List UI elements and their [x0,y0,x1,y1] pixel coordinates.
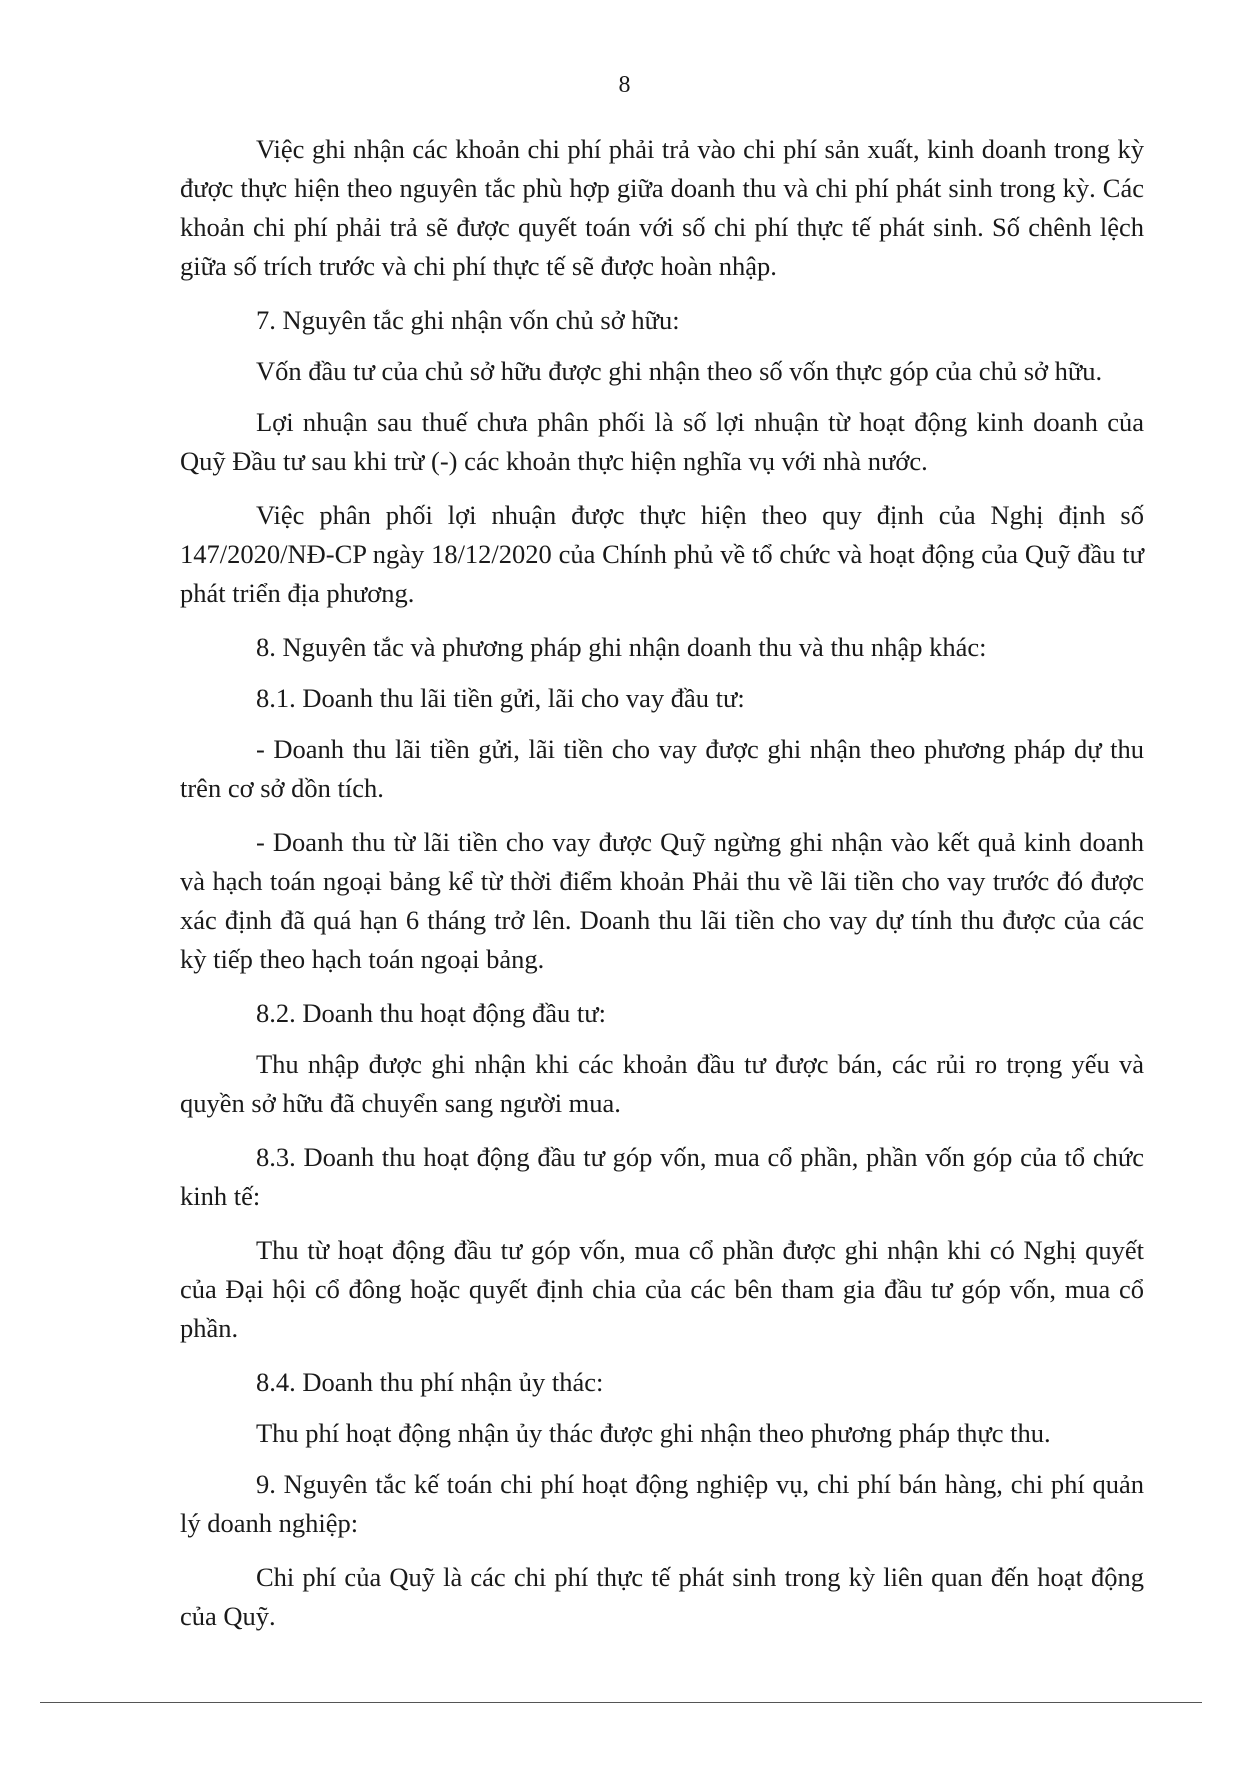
page-number: 8 [618,72,631,98]
paragraph-accrued-expenses: Việc ghi nhận các khoản chi phí phải trả vào chi phí sản xuất, kinh doanh trong kỳ được thực hiện theo nguyên tắc phù hợp giữa doanh thu và chi phí phát sinh trong kỳ. Các khoản chi phí phải trả sẽ được quyết toán với số chi phí thực tế phát sinh. Số chênh lệch giữa số trích trước và chi phí thực tế sẽ được hoàn nhập. [180,134,1144,281]
paragraph-trust-fee-income: Thu phí hoạt động nhận ủy thác được ghi nhận theo phương pháp thực thu. [256,1418,1051,1448]
heading-section-8-2: 8.2. Doanh thu hoạt động đầu tư: [256,998,606,1028]
paragraph-interest-income: - Doanh thu lãi tiền gửi, lãi tiền cho vay được ghi nhận theo phương pháp dự thu trên cơ sở dồn tích. [180,734,1144,803]
heading-section-7: 7. Nguyên tắc ghi nhận vốn chủ sở hữu: [256,305,680,335]
paragraph-owner-capital: Vốn đầu tư của chủ sở hữu được ghi nhận theo số vốn thực góp của chủ sở hữu. [256,356,1103,386]
heading-section-8-4: 8.4. Doanh thu phí nhận ủy thác: [256,1367,604,1397]
footer-divider [40,1702,1202,1703]
paragraph-investment-income: Thu nhập được ghi nhận khi các khoản đầu tư được bán, các rủi ro trọng yếu và quyền sở hữu đã chuyển sang người mua. [180,1049,1144,1118]
paragraph-loan-interest-off-balance: - Doanh thu từ lãi tiền cho vay được Quỹ ngừng ghi nhận vào kết quả kinh doanh và hạch toán ngoại bảng kể từ thời điểm khoản Phải thu về lãi tiền cho vay trước đó được xác định đã quá hạn 6 tháng trở lên. Doanh thu lãi tiền cho vay dự tính thu được của các kỳ tiếp theo hạch toán ngoại bảng. [180,827,1144,974]
paragraph-fund-expenses: Chi phí của Quỹ là các chi phí thực tế phát sinh trong kỳ liên quan đến hoạt động của Quỹ. [180,1562,1144,1631]
heading-section-8-3: 8.3. Doanh thu hoạt động đầu tư góp vốn, mua cổ phần, phần vốn góp của tổ chức kinh tế: [180,1142,1144,1211]
paragraph-retained-earnings: Lợi nhuận sau thuế chưa phân phối là số lợi nhuận từ hoạt động kinh doanh của Quỹ Đầu tư sau khi trừ (-) các khoản thực hiện nghĩa vụ với nhà nước. [180,407,1144,476]
document-body [180,130,1144,1651]
heading-section-8: 8. Nguyên tắc và phương pháp ghi nhận doanh thu và thu nhập khác: [256,632,987,662]
heading-section-8-1: 8.1. Doanh thu lãi tiền gửi, lãi cho vay đầu tư: [256,683,745,713]
paragraph-profit-distribution: Việc phân phối lợi nhuận được thực hiện theo quy định của Nghị định số 147/2020/NĐ-CP ngày 18/12/2020 của Chính phủ về tổ chức và hoạt động của Quỹ đầu tư phát triển địa phương. [180,500,1144,608]
heading-section-9: 9. Nguyên tắc kế toán chi phí hoạt động nghiệp vụ, chi phí bán hàng, chi phí quản lý doanh nghiệp: [180,1469,1144,1538]
paragraph-equity-investment-income: Thu từ hoạt động đầu tư góp vốn, mua cổ phần được ghi nhận khi có Nghị quyết của Đại hội cổ đông hoặc quyết định chia của các bên tham gia đầu tư góp vốn, mua cổ phần. [180,1235,1144,1343]
